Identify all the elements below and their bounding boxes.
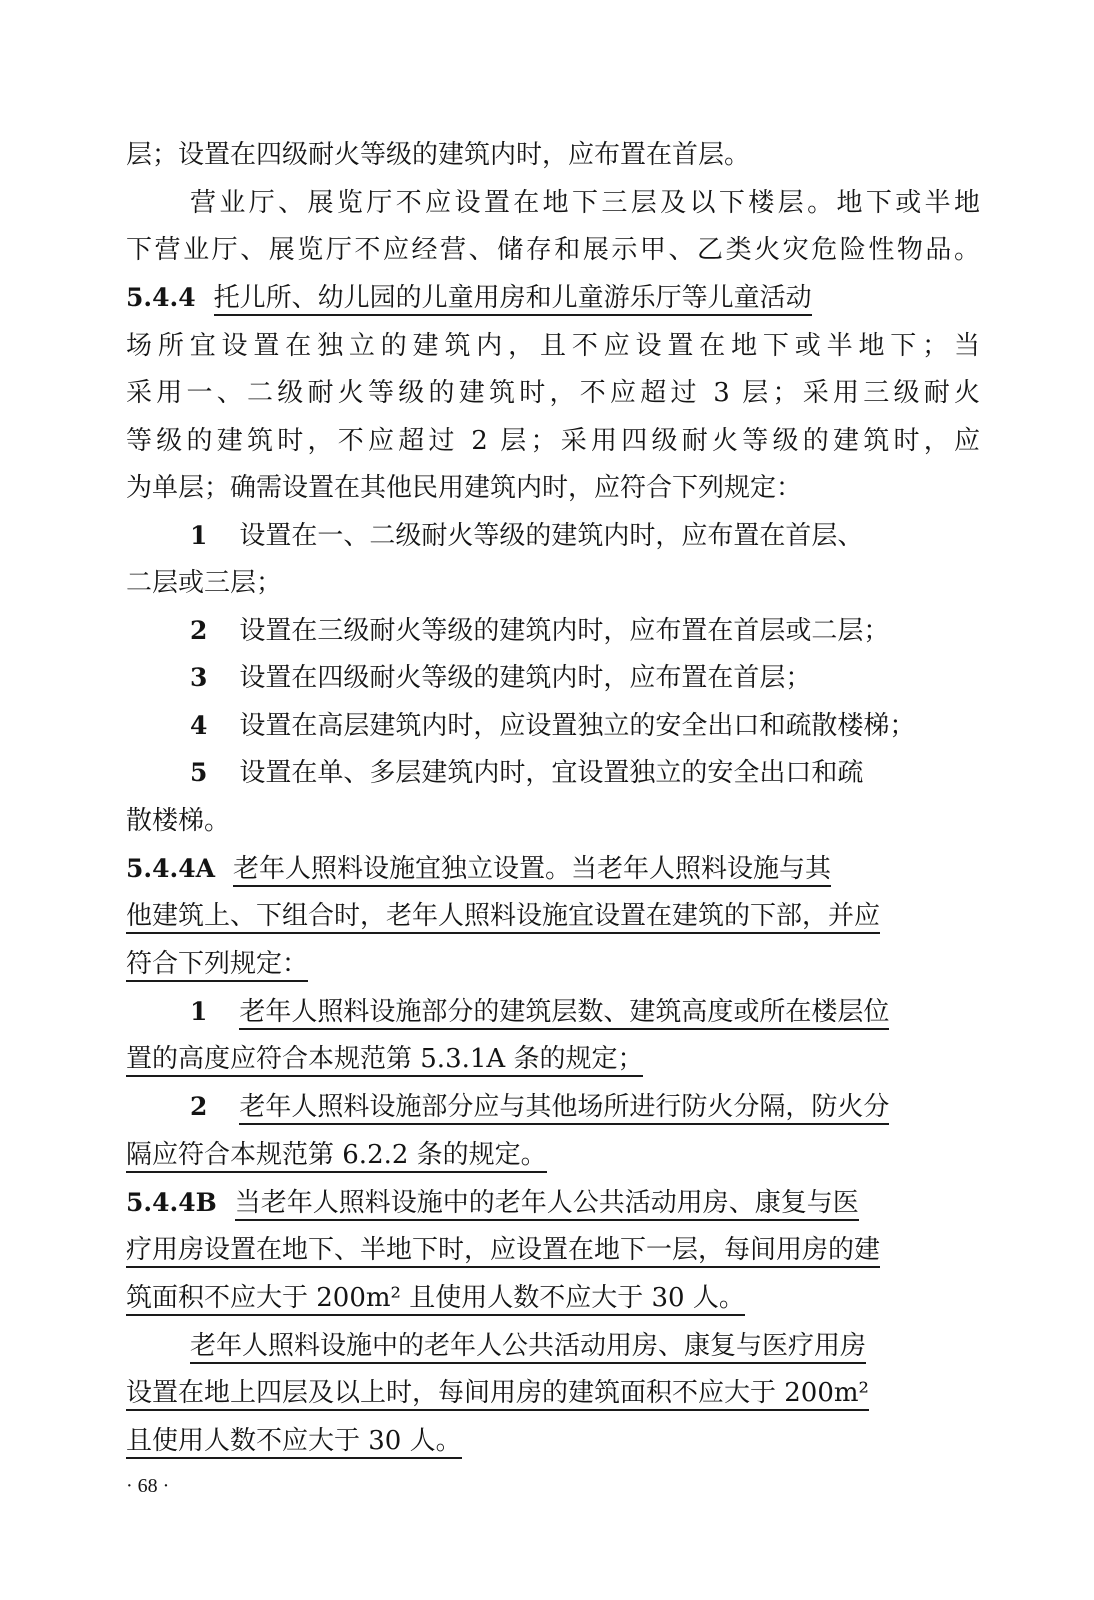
clause-text: 符合下列规定： xyxy=(126,949,308,982)
text-line xyxy=(126,180,980,226)
item-text: 二层或三层； xyxy=(126,568,283,598)
text-line xyxy=(126,1132,980,1178)
clause-5-4-4-heading xyxy=(126,275,980,321)
item-text: 散楼梯。 xyxy=(126,806,231,836)
list-item xyxy=(126,513,980,559)
text-line xyxy=(126,798,980,844)
item-number: 1 xyxy=(190,997,208,1026)
item-text: 设置在一、二级耐火等级的建筑内时，应布置在首层、 xyxy=(239,521,864,551)
list-item xyxy=(126,750,980,796)
clause-text: 筑面积不应大于 200m² 且使用人数不应大于 30 人。 xyxy=(126,1283,745,1316)
text-line xyxy=(126,1275,980,1321)
clause-5-4-4b-heading xyxy=(126,1180,980,1226)
clause-text: 设置在地上四层及以上时，每间用房的建筑面积不应大于 200m² xyxy=(126,1378,869,1411)
item-number: 4 xyxy=(190,711,208,740)
list-item xyxy=(126,989,980,1035)
continuation-text: 层；设置在四级耐火等级的建筑内时，应布置在首层。 xyxy=(126,140,751,170)
clause-text: 当老年人照料设施中的老年人公共活动用房、康复与医 xyxy=(235,1188,859,1221)
item-number: 2 xyxy=(190,1092,208,1121)
clause-text: 且使用人数不应大于 30 人。 xyxy=(126,1426,462,1459)
text-line xyxy=(126,370,980,416)
clause-text: 托儿所、幼儿园的儿童用房和儿童游乐厅等儿童活动 xyxy=(214,283,812,316)
text-line xyxy=(126,893,980,939)
item-text: 老年人照料设施部分的建筑层数、建筑高度或所在楼层位 xyxy=(239,997,889,1030)
text-line xyxy=(126,1370,980,1416)
paragraph-text: 下营业厅、展览厅不应经营、储存和展示甲、乙类火灾危险性物品。 xyxy=(126,235,980,265)
clause-number: 5.4.4B xyxy=(126,1188,217,1217)
list-item xyxy=(126,608,980,654)
clause-text: 等级的建筑时，不应超过 2 层；采用四级耐火等级的建筑时，应 xyxy=(126,426,980,456)
item-text: 设置在四级耐火等级的建筑内时，应布置在首层； xyxy=(239,663,812,693)
clause-text: 为单层；确需设置在其他民用建筑内时，应符合下列规定： xyxy=(126,473,803,503)
item-number: 3 xyxy=(190,663,208,692)
item-text: 老年人照料设施部分应与其他场所进行防火分隔，防火分 xyxy=(239,1092,889,1125)
text-line xyxy=(126,1036,980,1082)
item-text: 设置在单、多层建筑内时，宜设置独立的安全出口和疏 xyxy=(239,758,864,788)
clause-number: 5.4.4 xyxy=(126,283,196,312)
clause-text: 疗用房设置在地下、半地下时，应设置在地下一层，每间用房的建 xyxy=(126,1235,880,1268)
clause-text: 场所宜设置在独立的建筑内，且不应设置在地下或半地下；当 xyxy=(126,331,980,361)
item-number: 1 xyxy=(190,521,208,550)
text-line xyxy=(126,132,980,178)
text-line xyxy=(126,560,980,606)
text-line xyxy=(126,418,980,464)
page-number: · 68 · xyxy=(126,1475,170,1497)
paragraph-text: 营业厅、展览厅不应设置在地下三层及以下楼层。地下或半地 xyxy=(190,188,980,218)
text-line xyxy=(126,227,980,273)
text-line xyxy=(126,1418,980,1464)
clause-5-4-4a-heading xyxy=(126,846,980,892)
item-text: 置的高度应符合本规范第 5.3.1A 条的规定； xyxy=(126,1044,643,1077)
item-number: 2 xyxy=(190,616,208,645)
clause-text: 他建筑上、下组合时，老年人照料设施宜设置在建筑的下部，并应 xyxy=(126,901,880,934)
list-item xyxy=(126,703,980,749)
text-line xyxy=(126,465,980,511)
item-text: 隔应符合本规范第 6.2.2 条的规定。 xyxy=(126,1140,547,1173)
clause-text: 采用一、二级耐火等级的建筑时，不应超过 3 层；采用三级耐火 xyxy=(126,378,980,408)
text-line xyxy=(126,941,980,987)
clause-number: 5.4.4A xyxy=(126,854,215,883)
list-item xyxy=(126,655,980,701)
text-line xyxy=(126,323,980,369)
item-number: 5 xyxy=(190,758,208,787)
item-text: 设置在高层建筑内时，应设置独立的安全出口和疏散楼梯； xyxy=(239,711,916,741)
clause-text: 老年人照料设施宜独立设置。当老年人照料设施与其 xyxy=(233,854,831,887)
text-line xyxy=(126,1323,980,1369)
item-text: 设置在三级耐火等级的建筑内时，应布置在首层或二层； xyxy=(239,616,890,646)
clause-text: 老年人照料设施中的老年人公共活动用房、康复与医疗用房 xyxy=(190,1331,866,1364)
text-line xyxy=(126,1227,980,1273)
list-item xyxy=(126,1084,980,1130)
